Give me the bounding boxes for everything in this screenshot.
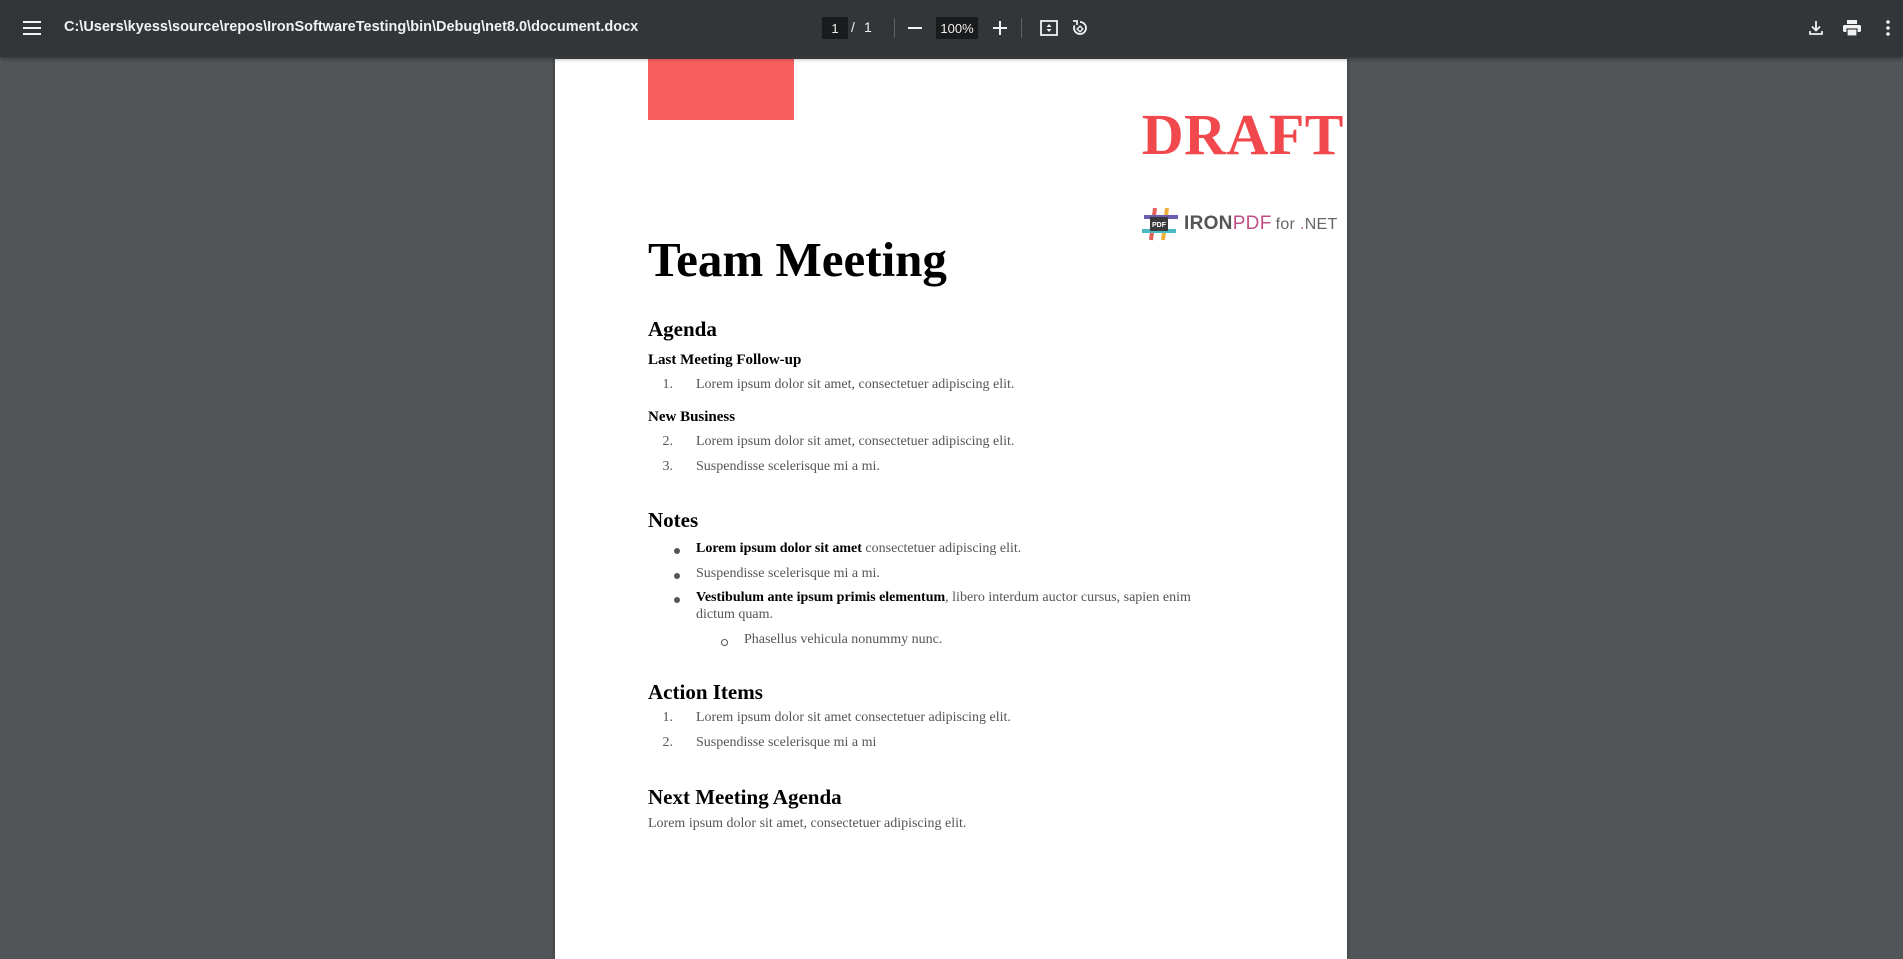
list-item: Vestibulum ante ipsum primis elementum, libero interdum auctor cursus, sapien enim [696, 590, 1191, 605]
list-item: Lorem ipsum dolor sit amet, consectetuer adipiscing elit. [696, 434, 1015, 449]
list-number: 1. [662, 377, 673, 392]
bullet [674, 597, 680, 603]
rotate-icon [1071, 19, 1089, 37]
next-meeting-heading: Next Meeting Agenda [648, 785, 842, 809]
zoom-in-icon [993, 21, 1007, 35]
list-item: Lorem ipsum dolor sit amet, consectetuer adipiscing elit. [696, 377, 1015, 392]
list-number: 2. [662, 735, 673, 750]
logo-text: IRONPDF for .NET [1184, 213, 1338, 234]
more-options-button[interactable] [1872, 12, 1903, 44]
toolbar-divider [894, 18, 895, 38]
pdf-toolbar [0, 0, 1903, 57]
fit-page-icon [1040, 20, 1058, 36]
last-meeting-heading: Last Meeting Follow-up [648, 352, 802, 368]
download-icon [1808, 20, 1824, 36]
ironpdf-logo [1142, 206, 1338, 242]
hash-logo-icon [1142, 206, 1180, 242]
draft-watermark: DRAFT [1141, 102, 1344, 167]
next-meeting-text: Lorem ipsum dolor sit amet, consectetuer adipiscing elit. [648, 816, 967, 831]
document-title: C:\Users\kyess\source\repos\IronSoftwareTesting\bin\Debug\net8.0\document.docx [64, 19, 639, 35]
list-item: Lorem ipsum dolor sit amet consectetuer adipiscing elit. [696, 710, 1011, 725]
list-item: Suspendisse scelerisque mi a mi. [696, 566, 880, 581]
list-item: Suspendisse scelerisque mi a mi [696, 735, 877, 750]
zoom-out-button[interactable] [899, 12, 931, 44]
bullet [674, 548, 680, 554]
list-number: 1. [662, 710, 673, 725]
menu-icon [23, 21, 41, 35]
red-header-block [648, 59, 794, 120]
menu-button[interactable] [16, 12, 48, 44]
bullet [674, 573, 680, 579]
list-item-continuation: dictum quam. [696, 607, 773, 622]
list-item: Suspendisse scelerisque mi a mi. [696, 459, 880, 474]
agenda-heading: Agenda [648, 317, 717, 341]
zoom-in-button[interactable] [984, 12, 1016, 44]
page-number-input[interactable] [822, 17, 848, 39]
fit-page-button[interactable] [1033, 12, 1065, 44]
download-button[interactable] [1800, 12, 1832, 44]
print-icon [1843, 20, 1861, 36]
zoom-out-icon [908, 21, 922, 35]
pdf-page [555, 59, 1347, 959]
rotate-button[interactable] [1064, 12, 1096, 44]
toolbar-divider [1021, 18, 1022, 38]
page-separator: / [851, 19, 855, 35]
pdf-viewer[interactable] [0, 57, 1903, 915]
notes-heading: Notes [648, 508, 699, 532]
list-item: Lorem ipsum dolor sit amet consectetuer adipiscing elit. [696, 541, 1022, 556]
page-total: 1 [864, 19, 872, 35]
print-button[interactable] [1836, 12, 1868, 44]
logo-badge-text: PDF [1152, 222, 1166, 229]
document-heading: Team Meeting [648, 232, 947, 287]
list-number: 3. [662, 459, 673, 474]
more-icon [1886, 20, 1890, 36]
list-number: 2. [662, 434, 673, 449]
sub-bullet [721, 639, 728, 646]
zoom-input[interactable] [936, 17, 978, 39]
sub-list-item: Phasellus vehicula nonummy nunc. [744, 632, 943, 647]
action-items-heading: Action Items [648, 680, 763, 704]
new-business-heading: New Business [648, 409, 736, 425]
